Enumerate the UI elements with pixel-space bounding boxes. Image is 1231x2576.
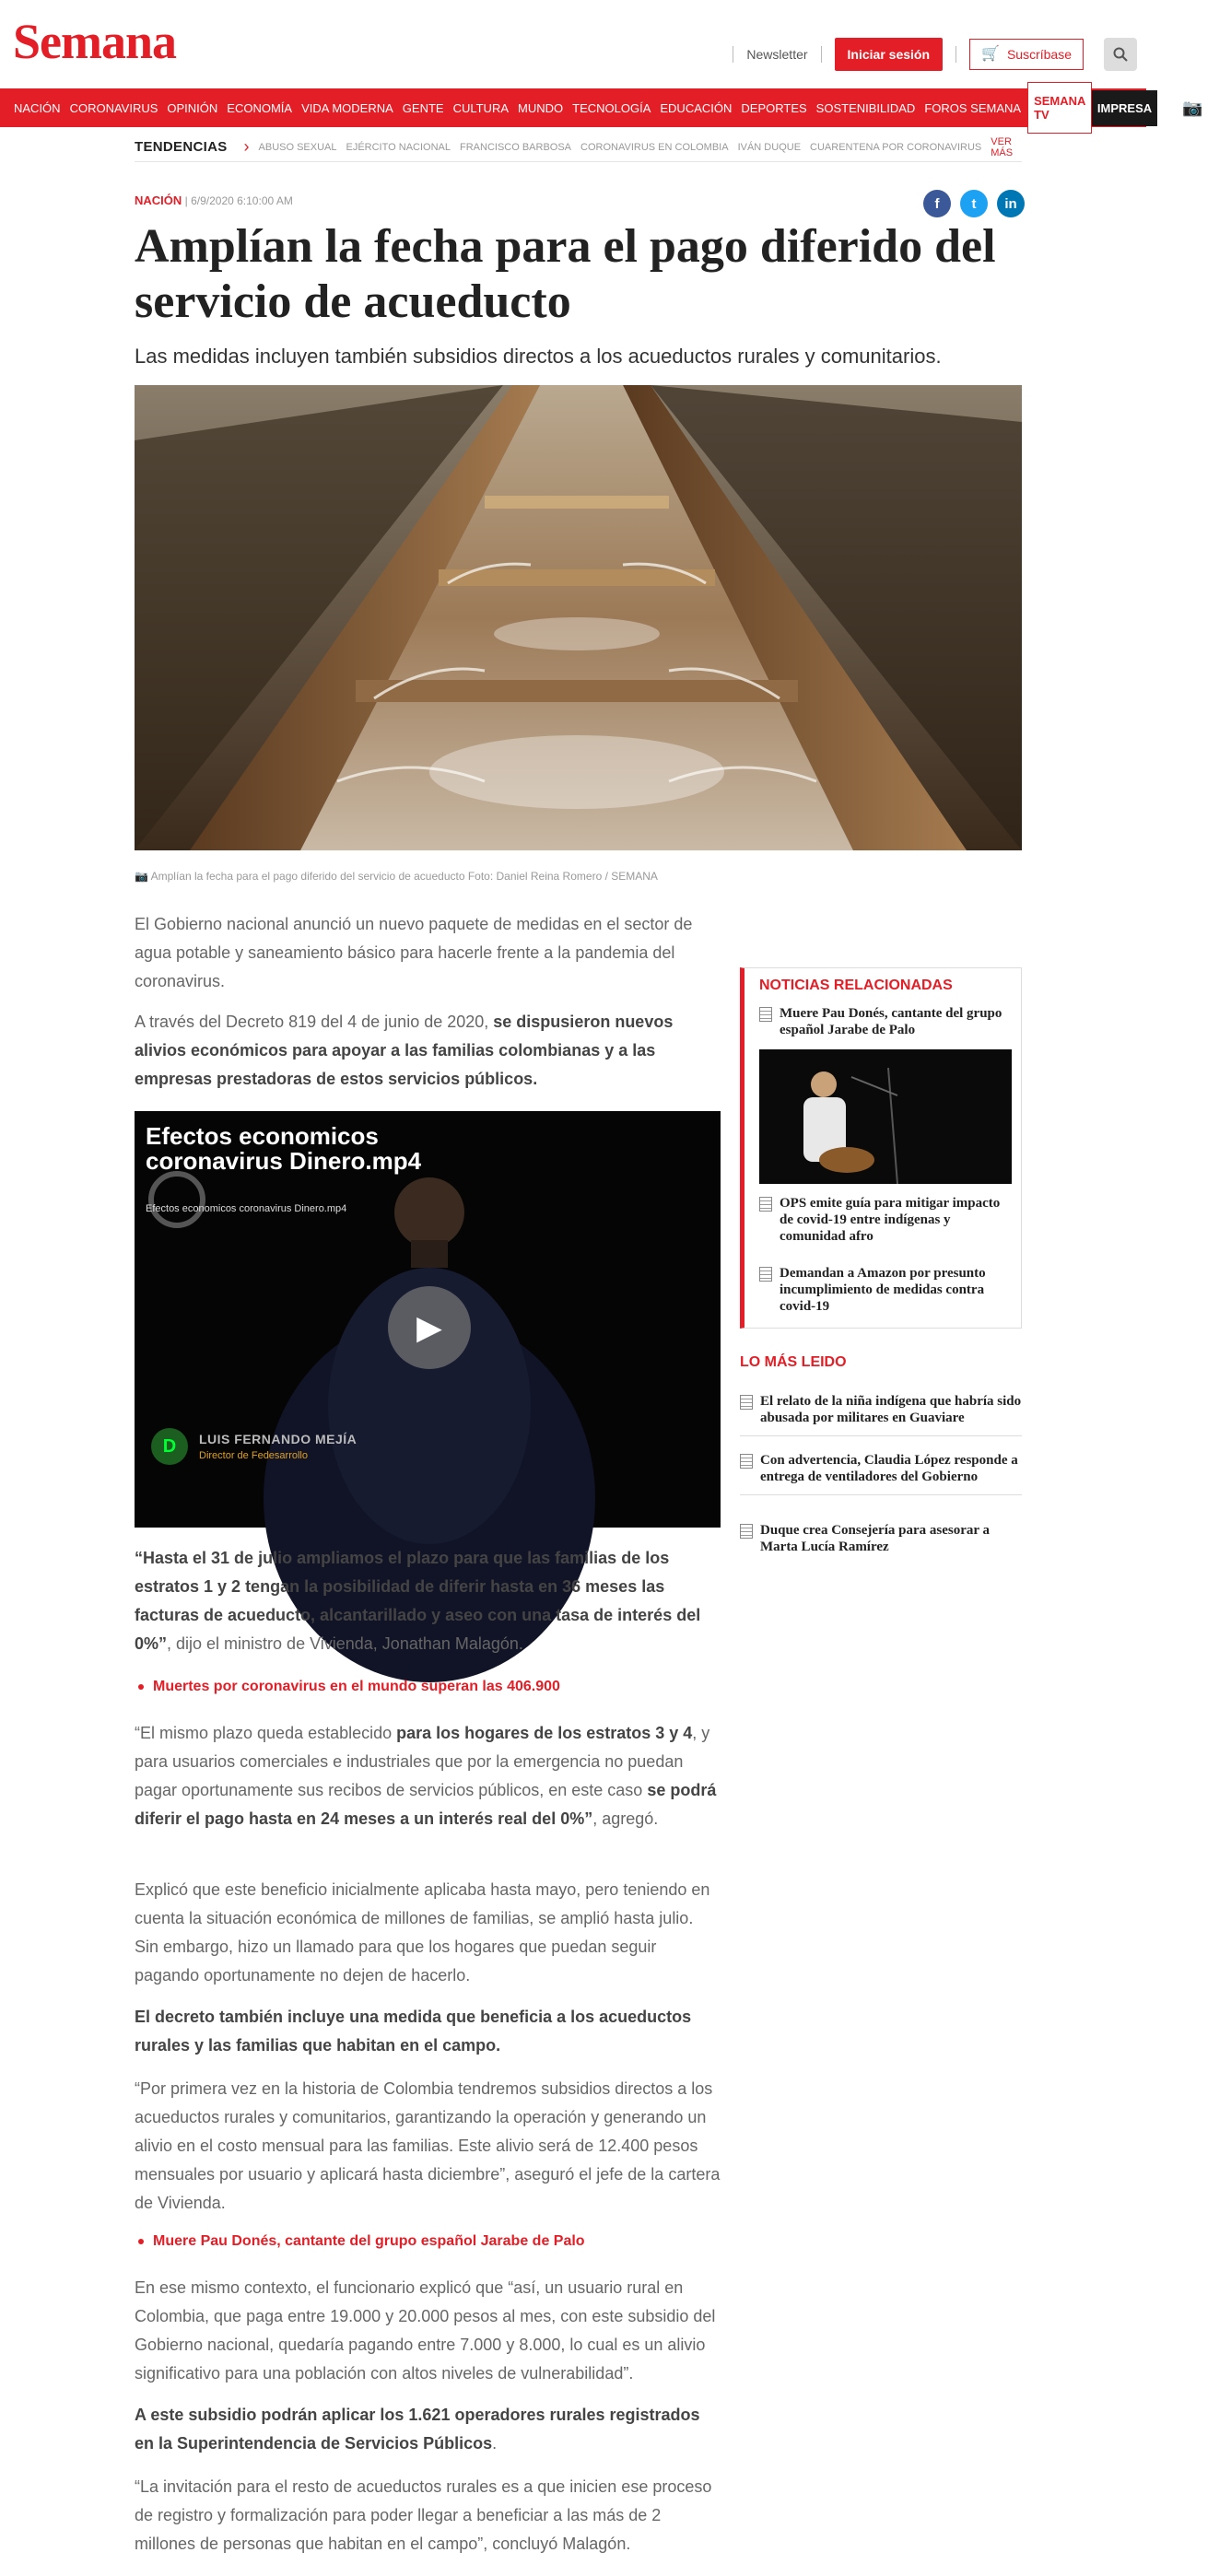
play-icon[interactable]: ▶: [1165, 99, 1175, 117]
video-subtitle: Efectos economicos coronavirus Dinero.mp4: [146, 1203, 347, 1214]
nav-item-mundo[interactable]: MUNDO: [518, 100, 564, 115]
video-player[interactable]: [135, 1111, 721, 1528]
trending-item[interactable]: IVÁN DUQUE: [737, 141, 802, 153]
related-news-title: NOTICIAS RELACIONADAS: [759, 978, 953, 993]
image-caption: [135, 870, 658, 883]
dinero-logo: D: [151, 1428, 188, 1465]
water-channel-illustration: [135, 385, 1022, 850]
cart-icon: 🛒: [981, 46, 1000, 62]
related-news-text[interactable]: Muere Pau Donés, cantante del grupo español Jarabe de Palo: [780, 1006, 1002, 1037]
search-icon: [1113, 47, 1128, 62]
text-run: .: [492, 2434, 498, 2453]
speaker-name: LUIS FERNANDO MEJÍA: [199, 1432, 358, 1446]
article-paragraph: “Por primera vez en la historia de Colombia tendremos subsidios directos a los acueductos rurales y comunitarios, garantizando la operación y generando un alivio en el costo mensual para las familias. Este alivio será de 12.400 pesos mensuales por usuario y aplicará hasta diciembre”, aseguró el jefe de la cartera de Vivienda.: [135, 2079, 721, 2212]
article-paragraph: El Gobierno nacional anunció un nuevo paquete de medidas en el sector de agua potable y saneamiento básico para hacerle frente a la pandemia del coronavirus.: [135, 915, 693, 990]
login-button[interactable]: Iniciar sesión: [835, 38, 943, 71]
text-run-bold: para los hogares de los estratos 3 y 4: [396, 1724, 693, 1742]
nav-item-cultura[interactable]: CULTURA: [452, 100, 510, 115]
trending-item[interactable]: CUARENTENA POR CORONAVIRUS: [810, 141, 982, 153]
related-link[interactable]: [135, 1679, 721, 1695]
see-more-link[interactable]: VER MÁS: [991, 135, 1014, 158]
nav-item-educacion[interactable]: EDUCACIÓN: [660, 100, 733, 115]
related-link[interactable]: [135, 2233, 721, 2250]
text-run-bold: “Hasta el 31 de julio ampliamos el plazo para que las familias de los estratos 1 y 2 tengan la posibilidad de diferir hasta en 36 meses las facturas de acueducto, alcantarillado y aseo con una tasa de interés del 0%”: [135, 1549, 701, 1653]
most-read-item[interactable]: [740, 1452, 1022, 1495]
nav-item-coronavirus[interactable]: CORONAVIRUS: [69, 100, 158, 115]
most-read-text[interactable]: Duque crea Consejería para asesorar a Marta Lucía Ramírez: [760, 1523, 990, 1554]
facebook-icon[interactable]: f: [923, 190, 951, 217]
article-title: Amplían la fecha para el pago diferido del servicio de acueducto: [135, 220, 996, 328]
camera-icon: 📷: [135, 870, 151, 883]
article-paragraph: [135, 2401, 721, 2458]
nav-item-vida-moderna[interactable]: VIDA MODERNA: [301, 100, 393, 115]
related-link-text[interactable]: Muere Pau Donés, cantante del grupo español Jarabe de Palo: [153, 2233, 585, 2249]
article-paragraph: Explicó que este beneficio inicialmente aplicaba hasta mayo, pero teniendo en cuenta la situación económica de millones de familias, se amplió hasta julio. Sin embargo, hizo un llamado para que los hogares que puedan seguir pagando oportunamente no dejen de hacerlo.: [135, 1880, 710, 1985]
play-button[interactable]: [388, 1286, 471, 1369]
text-run-bold: A este subsidio podrán aplicar los 1.621 operadores rurales registrados en la Superintendencia de Servicios Públicos: [135, 2406, 700, 2453]
most-read-item[interactable]: [740, 1393, 1022, 1436]
linkedin-icon[interactable]: in: [997, 190, 1025, 217]
related-link-text[interactable]: Muertes por coronavirus en el mundo superan las 406.900: [153, 1679, 560, 1694]
article-meta: [135, 193, 293, 207]
concert-photo: [759, 1049, 1012, 1184]
text-run: “El mismo plazo queda establecido: [135, 1724, 397, 1742]
related-news-box: [740, 967, 1022, 1329]
header-actions: [733, 35, 1137, 74]
speaker-role: Director de Fedesarrollo: [199, 1450, 308, 1461]
newsletter-link[interactable]: Newsletter: [746, 47, 808, 62]
main-nav: [0, 88, 1231, 127]
twitter-icon[interactable]: t: [960, 190, 988, 217]
most-read-item[interactable]: [740, 1522, 1022, 1564]
article-date: 6/9/2020 6:10:00 AM: [191, 194, 293, 207]
article-paragraph: [135, 1719, 721, 1833]
nav-item-nacion[interactable]: NACIÓN: [14, 100, 61, 115]
related-news-item[interactable]: [759, 1265, 1015, 1315]
most-read-text[interactable]: El relato de la niña indígena que habría sido abusada por militares en Guaviare: [760, 1394, 1022, 1425]
most-read-text[interactable]: Con advertencia, Claudia López responde a entrega de ventiladores del Gobierno: [760, 1453, 1018, 1484]
separator: [955, 46, 956, 63]
nav-item-gente[interactable]: GENTE: [402, 100, 444, 115]
separator: [821, 46, 822, 63]
nav-semana-tv[interactable]: SEMANA TV: [1027, 82, 1092, 134]
document-icon: [759, 1197, 772, 1212]
article-lead: Las medidas incluyen también subsidios directos a los acueductos rurales y comunitarios.: [135, 345, 942, 368]
subscribe-label: Suscríbase: [1006, 47, 1072, 62]
article-paragraph: “La invitación para el resto de acueductos rurales es a que inicien ese proceso de registro y formalización para poder llegar a beneficiar a las más de 2 millones de personas que habitan en el campo”, concluyó Malagón.: [135, 2477, 712, 2553]
text-run-bold: se podrá diferir el pago hasta en 24 meses a un interés real del 0%”: [135, 1781, 717, 1828]
nav-item-tecnologia[interactable]: TECNOLOGÍA: [572, 100, 651, 115]
article-paragraph-bold: [135, 2003, 721, 2060]
meta-separator: |: [184, 194, 192, 207]
trending-item[interactable]: EJÉRCITO NACIONAL: [346, 141, 451, 153]
bullet-dot: [138, 1684, 144, 1690]
share-buttons: [923, 190, 1025, 217]
most-read-title: LO MÁS LEIDO: [740, 1354, 847, 1370]
document-icon: [740, 1395, 753, 1410]
search-button[interactable]: [1104, 38, 1137, 71]
related-news-item[interactable]: [759, 1005, 1015, 1038]
text-run: , dijo el ministro de Vivienda, Jonathan Malagón.: [167, 1634, 523, 1653]
podcast-icon[interactable]: 🎙: [1210, 98, 1231, 117]
camera-icon[interactable]: 📷: [1182, 98, 1203, 117]
document-icon: [759, 1007, 772, 1022]
subscribe-button[interactable]: [969, 39, 1084, 70]
chevron-right-icon: ›: [243, 137, 250, 156]
video-title: Efectos economicos coronavirus Dinero.mp4: [146, 1122, 422, 1176]
text-run: , y para usuarios comerciales e industriales que por la emergencia no puedan pagar oportunamente sus recibos de servicios públicos, en este caso: [135, 1724, 710, 1799]
text-run: , agregó.: [592, 1809, 659, 1828]
document-icon: [740, 1454, 753, 1469]
nav-item-deportes[interactable]: DEPORTES: [741, 100, 807, 115]
related-news-image[interactable]: [759, 1049, 1012, 1184]
nav-item-sostenibilidad[interactable]: SOSTENIBILIDAD: [815, 100, 916, 115]
bullet-dot: [138, 2239, 144, 2244]
related-news-item[interactable]: [759, 1195, 1015, 1245]
document-icon: [740, 1524, 753, 1539]
caption-text: Amplían la fecha para el pago diferido del servicio de acueducto Foto: Daniel Reina Romero / SEMANA: [150, 870, 658, 883]
document-icon: [759, 1267, 772, 1282]
related-news-text[interactable]: Demandan a Amazon por presunto incumplimiento de medidas contra covid-19: [780, 1266, 986, 1314]
nav-item-opinion[interactable]: OPINIÓN: [167, 100, 218, 115]
semana-logo[interactable]: Semana: [13, 14, 177, 69]
hero-image: [135, 385, 1022, 850]
nav-impresa[interactable]: IMPRESA: [1092, 90, 1157, 126]
trending-bar: [135, 133, 1022, 162]
text-run-bold: El decreto también incluye una medida que beneficia a los acueductos rurales y las familias que habitan en el campo.: [135, 2008, 692, 2055]
trending-item[interactable]: CORONAVIRUS EN COLOMBIA: [580, 141, 729, 153]
trending-item[interactable]: ABUSO SEXUAL: [258, 141, 337, 153]
play-icon: ▶: [416, 1308, 442, 1346]
article-paragraph: [135, 1544, 721, 1658]
text-run: A través del Decreto 819 del 4 de junio de 2020,: [135, 1013, 494, 1031]
trending-item[interactable]: FRANCISCO BARBOSA: [460, 141, 572, 153]
article-paragraph: En ese mismo contexto, el funcionario explicó que “así, un usuario rural en Colombia, que paga entre 19.000 y 20.000 pesos al mes, con este subsidio del Gobierno nacional, quedaría pagando entre 7.000 y 8.000, lo cual es un alivio significativo para una población con altos niveles de vulnerabilidad”.: [135, 2278, 716, 2383]
text-run-bold: se dispusieron nuevos alivios económicos para apoyar a las familias colombianas y a las empresas prestadoras de estos servicios públicos.: [135, 1013, 674, 1088]
related-news-text[interactable]: OPS emite guía para mitigar impacto de covid-19 entre indígenas y comunidad afro: [780, 1196, 1001, 1244]
article-paragraph: [135, 1008, 721, 1094]
section-label[interactable]: NACIÓN: [135, 193, 182, 207]
nav-item-economia[interactable]: ECONOMÍA: [227, 100, 293, 115]
nav-item-foros-semana[interactable]: FOROS SEMANA: [924, 100, 1022, 115]
trending-title: TENDENCIAS: [135, 139, 228, 155]
